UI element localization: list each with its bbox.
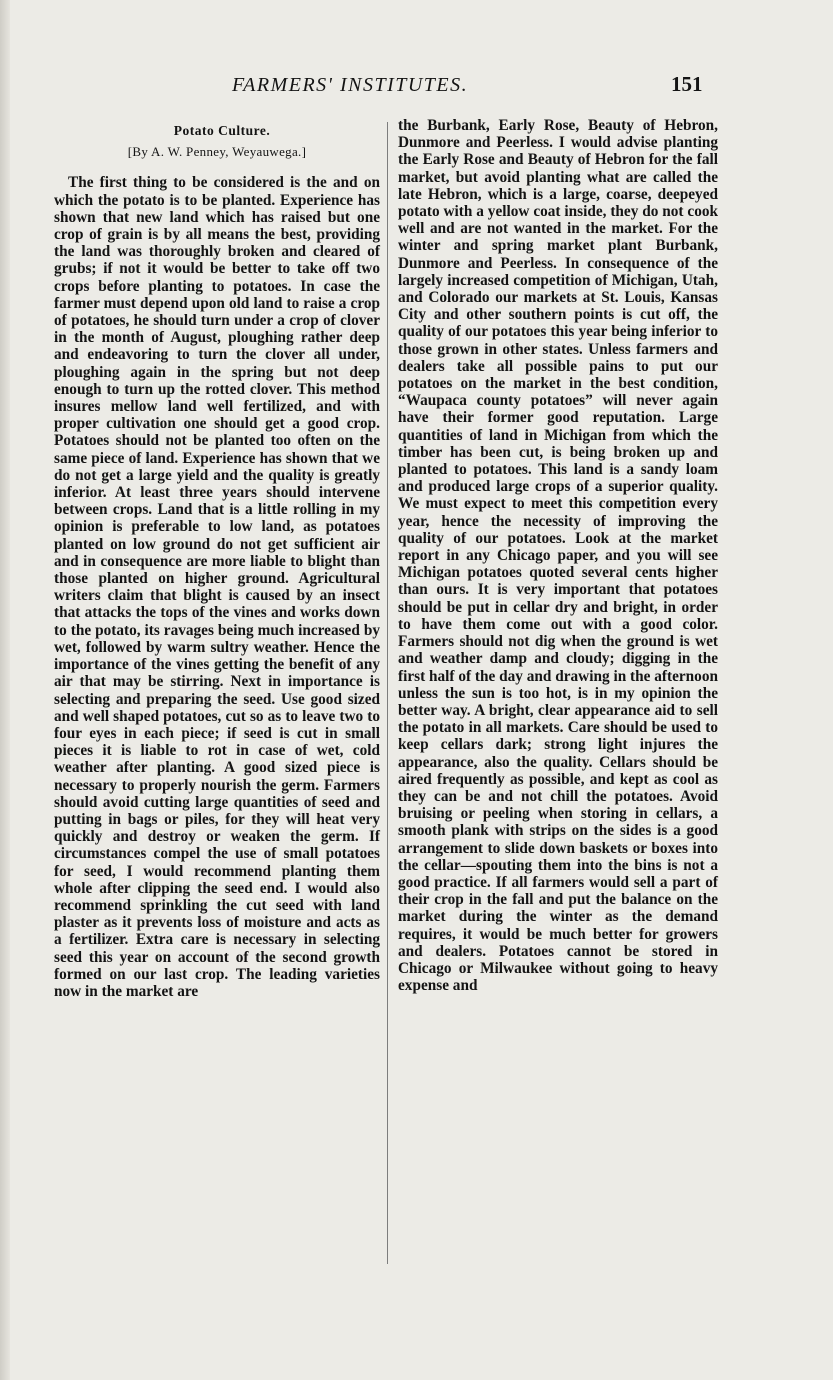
page-spine-shadow xyxy=(0,0,10,1380)
article-title: Potato Culture. xyxy=(173,123,271,138)
left-column xyxy=(54,122,380,1000)
right-column xyxy=(398,117,718,994)
right-column-text: the Burbank, Early Rose, Beauty of Hebron, Dunmore and Peerless. I would advise planting the Early Rose and Beauty of Hebron for the fall market, but avoid planting what are called the late Hebron, which is a large, coarse, deepeyed potato with a yellow coat inside, they do not cook well and are not wanted in the market. For the winter and spring market plant Burbank, Dunmore and Peerless. In consequence of the largely increased competition of Michigan, Utah, and Colorado our markets at St. Louis, Kansas City and other southern points is cut off, the quality of our potatoes this year being inferior to those grown in other states. Unless farmers and dealers take all possible pains to put our potatoes on the market in the best condition, “Waupaca county potatoes” will never again have their former good reputation. Large quantities of land in Michigan from which the timber has been cut, is being broken up and planted to potatoes. This land is a sandy loam and produced large crops of a superior quality. We must expect to meet this competition every year, hence the necessity of improving the quality of our potatoes. Look at the market report in any Chicago paper, and you will see Michigan potatoes quoted several cents higher than ours. It is very important that potatoes should be put in cellar dry and bright, in order to have them come out with a good color. Farmers should not dig when the ground is wet and weather damp and cloudy; digging in the first half of the day and drawing in the afternoon unless the sun is too hot, is in my opinion the better way. A bright, clear appearance aid to sell the potato in all markets. Care should be used to keep cellars dark; strong light injures the appearance, also the quality. Cellars should be aired frequently as possible, and kept as cool as they can be and not chill the potatoes. Avoid bruising or peeling when storing in cellars, a smooth plank with strips on the sides is a good arrangement to slide down baskets or boxes into the cellar—spouting them into the bins is not a good practice. If all farmers would sell a part of their crop in the fall and put the balance on the market during the winter as the demand requires, it would be much better for growers and dealers. Potatoes cannot be stored in Chicago or Milwaukee without going to heavy expense and xyxy=(398,117,718,995)
article-byline: [By A. W. Penney, Weyauwega.] xyxy=(127,144,307,160)
left-column-text: The first thing to be considered is the and on which the potato is to be planted. Experience has shown that new land which has raised but one crop of grain is by all means the best, providing the land was thoroughly broken and cleared of grubs; if not it would be better to take off two crops before planting to potatoes. In case the farmer must depend upon old land to raise a crop of potatoes, he should turn under a crop of clover in the month of August, ploughing rather deep and endeavoring to turn the clover all under, ploughing again in the spring but not deep enough to turn up the rotted clover. This method insures mellow land well fertilized, and with proper cultivation one should get a good crop. Potatoes should not be planted too often on the same piece of land. Experience has shown that we do not get a large yield and the quality is greatly inferior. At least three years should intervene between crops. Land that is a little rolling in my opinion is preferable to low land, as potatoes planted on low ground do not get sufficient air and in consequence are more liable to blight than those planted on higher ground. Agricultural writers claim that blight is caused by an insect that attacks the tops of the vines and works down to the potato, its ravages being much increased by wet, followed by warm sultry weather. Hence the importance of the vines getting the benefit of any air that may be stirring. Next in importance is selecting and preparing the seed. Use good sized and well shaped potatoes, cut so as to leave two to four eyes in each piece; if seed is cut in small pieces it is liable to rot in case of wet, cold weather after planting. A good sized piece is necessary to properly nourish the germ. Farmers should avoid cutting large quantities of seed and putting in bags or piles, for they will heat very quickly and destroy or weaken the germ. If circumstances compel the use of small potatoes for seed, I would recommend planting them whole after clipping the seed end. I would also recommend sprinkling the cut seed with land plaster as it prevents loss of moisture and acts as a fertilizer. Extra care is necessary in selecting seed this year on account of the second growth formed on our last crop. The leading varieties now in the market are xyxy=(54,174,380,1000)
column-divider xyxy=(387,122,388,1264)
page-number: 151 xyxy=(671,72,703,96)
running-head: FARMERS' INSTITUTES. xyxy=(232,74,469,96)
